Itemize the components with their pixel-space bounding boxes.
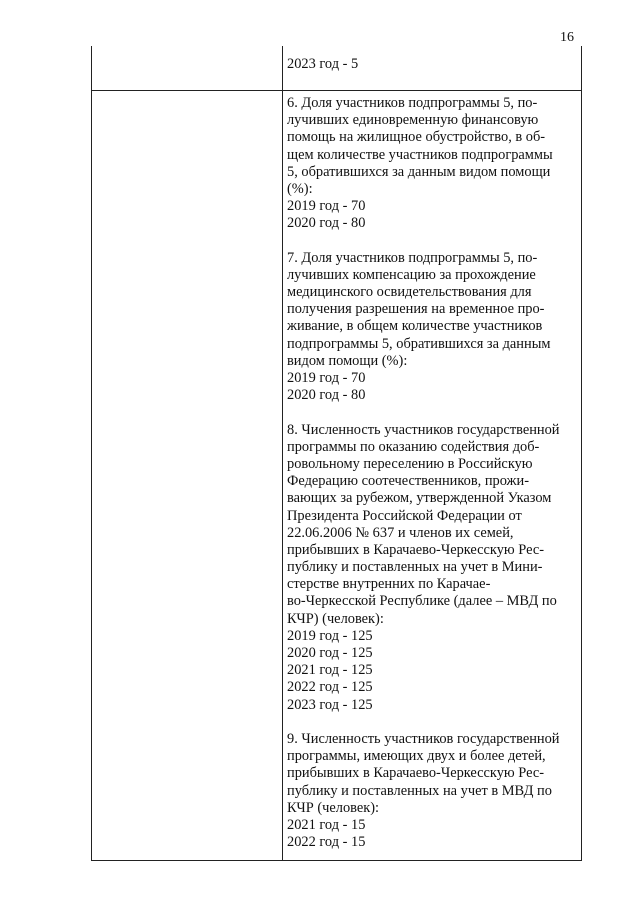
indicator-8 <box>287 422 582 714</box>
indicator-value: 2019 год - 70 <box>287 198 366 215</box>
indicator-line: видом помощи (%): <box>287 352 408 369</box>
indicator-line: (%): <box>287 180 313 197</box>
indicator-value: 2019 год - 125 <box>287 627 373 644</box>
indicator-7 <box>287 250 582 405</box>
indicator-line: КЧР) (человек): <box>287 610 384 627</box>
indicator-line: КЧР (человек): <box>287 799 380 816</box>
indicator-value: 2020 год - 80 <box>287 215 366 232</box>
indicator-line: прибывших в Карачаево-Черкесскую Рес- <box>287 541 545 558</box>
indicator-line: подпрограммы 5, обратившихся за данным <box>287 335 551 352</box>
indicator-line: Федерацию соотечественников, прожи- <box>287 473 529 490</box>
indicator-value: 2019 год - 70 <box>287 370 366 386</box>
indicator-value: 2021 год - 15 <box>287 816 366 833</box>
indicator-value: 2020 год - 125 <box>287 645 373 661</box>
indicator-line: живание, в общем количестве участников <box>287 318 543 335</box>
page-number: 16 <box>560 30 574 45</box>
paragraph-gap <box>287 404 582 421</box>
indicator-line: публику и поставленных на учет в МВД по <box>287 782 552 799</box>
table-left-border <box>91 46 92 860</box>
indicator-line: 9. Численность участников государственной <box>287 730 560 747</box>
indicator-line: вающих за рубежом, утвержденной Указом <box>287 490 552 507</box>
table-middle-divider <box>282 46 283 860</box>
indicator-line: 8. Численность участников государственной <box>287 421 560 438</box>
indicator-9 <box>287 731 582 851</box>
paragraph-gap <box>287 714 582 731</box>
indicator-line: стерстве внутренних по Карачае- <box>287 576 491 593</box>
indicator-line: Президента Российской Федерации от <box>287 507 522 524</box>
indicator-line: публику и поставленных на учет в Мини- <box>287 559 543 576</box>
indicator-value: 2021 год - 125 <box>287 662 373 679</box>
indicator-line: программы, имеющих двух и более детей, <box>287 748 546 765</box>
indicator-line: лучивших компенсацию за прохождение <box>287 266 536 283</box>
table-cell-row-1 <box>287 56 582 73</box>
table-bottom-border <box>91 860 582 861</box>
indicator-value: 2022 год - 15 <box>287 834 366 851</box>
indicator-line: 5, обратившихся за данным видом помощи <box>287 163 551 180</box>
indicator-value: 2022 год - 125 <box>287 679 373 696</box>
table-cell-row-2 <box>287 95 582 851</box>
indicator-value: 2023 год - 125 <box>287 696 373 713</box>
cell-line: 2023 год - 5 <box>287 56 359 72</box>
indicator-line: медицинского освидетельствования для <box>287 284 532 301</box>
indicator-value: 2020 год - 80 <box>287 387 366 404</box>
indicator-6 <box>287 95 582 233</box>
indicator-line: помощь на жилищное обустройство, в об- <box>287 129 546 146</box>
indicator-line: прибывших в Карачаево-Черкесскую Рес- <box>287 765 545 782</box>
indicator-line: программы по оказанию содействия доб- <box>287 438 540 455</box>
indicator-line: щем количестве участников подпрограммы <box>287 146 553 163</box>
indicator-line: ровольному переселению в Российскую <box>287 455 533 472</box>
indicator-line: 22.06.2006 № 637 и членов их семей, <box>287 524 514 541</box>
indicator-line: получения разрешения на временное про- <box>287 301 545 318</box>
indicator-line: лучивших единовременную финансовую <box>287 112 539 129</box>
paragraph-gap <box>287 233 582 250</box>
indicator-line: во-Черкесской Республике (далее – МВД по <box>287 593 557 610</box>
indicator-line: 7. Доля участников подпрограммы 5, по- <box>287 249 538 266</box>
indicator-line: 6. Доля участников подпрограммы 5, по- <box>287 95 538 111</box>
table-row-divider <box>91 90 582 91</box>
